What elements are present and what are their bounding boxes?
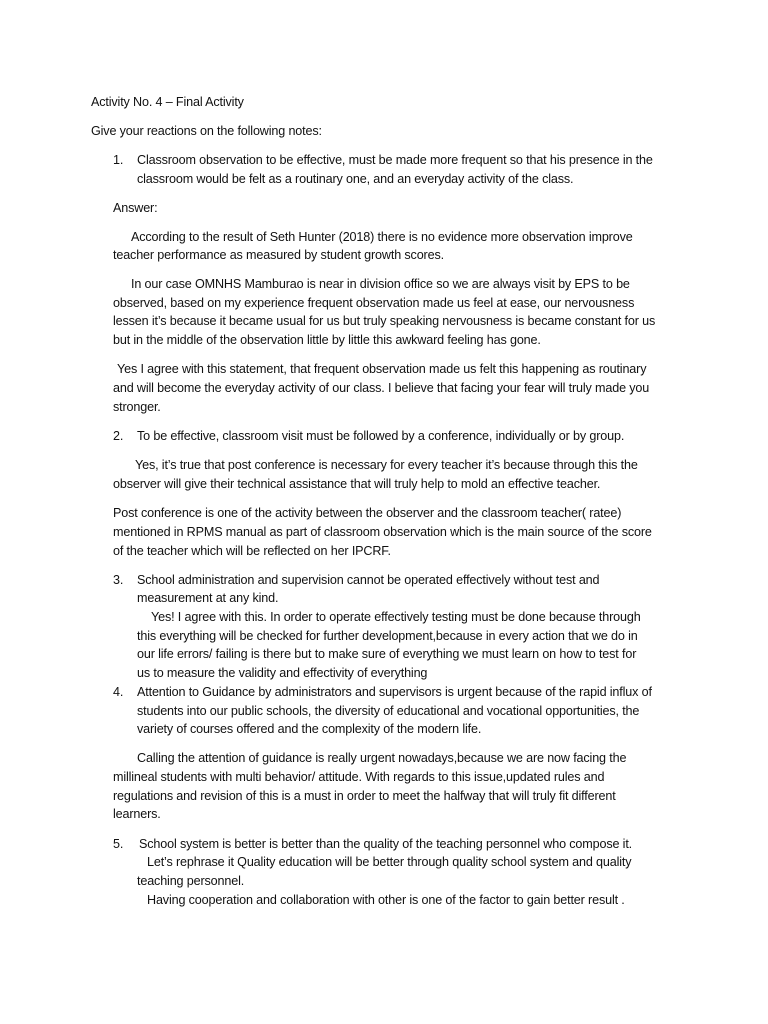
list-item-number: 4. (113, 685, 124, 699)
list-item-number: 5. (113, 837, 124, 851)
paragraph-line: observer will give their technical assistance that will truly help to mold an effective teacher. (113, 477, 601, 491)
paragraph-line: observed, based on my experience frequent observation made us feel at ease, our nervousness (113, 296, 635, 310)
document-title: Activity No. 4 – Final Activity (91, 95, 244, 109)
paragraph-line: Yes, it’s true that post conference is necessary for every teacher it’s because through this the (135, 458, 638, 472)
list-item-text-line: variety of courses offered and the complexity of the modern life. (137, 722, 482, 736)
list-item-text-line: To be effective, classroom visit must be followed by a conference, individually or by group. (137, 429, 625, 443)
list-item-text-line: teaching personnel. (137, 874, 245, 888)
paragraph-line: our life errors/ failing is there but to make sure of everything we must learn on how to test for (137, 647, 637, 661)
paragraph-line: of the teacher which will be reflected on her IPCRF. (113, 544, 391, 558)
paragraph-line: regulations and revision of this is a must in order to meet the halfway that will truly fit different (113, 789, 616, 803)
paragraph-line: Calling the attention of guidance is really urgent nowadays,because we are now facing the (137, 751, 627, 765)
paragraph-line: and will become the everyday activity of our class. I believe that facing your fear will truly made you (113, 381, 650, 395)
paragraph-line: us to measure the validity and effectivity of everything (137, 666, 428, 680)
paragraph-line: mentioned in RPMS manual as part of classroom observation which is the main source of the score (113, 525, 652, 539)
list-item-text-line: Classroom observation to be effective, must be made more frequent so that his presence in the (137, 153, 653, 167)
paragraph-line: but in the middle of the observation little by little this awkward feeling has gone. (113, 333, 541, 347)
paragraph-line: teacher performance as measured by student growth scores. (113, 248, 444, 262)
instruction-text: Give your reactions on the following notes: (91, 124, 322, 138)
list-item-text-line: measurement at any kind. (137, 591, 279, 605)
list-item-text-line: Having cooperation and collaboration with other is one of the factor to gain better result . (147, 893, 625, 907)
list-item-number: 2. (113, 429, 124, 443)
paragraph-line: stronger. (113, 400, 161, 414)
paragraph-line: Yes! I agree with this. In order to operate effectively testing must be done because through (151, 610, 641, 624)
list-item-text-line: classroom would be felt as a routinary one, and an everyday activity of the class. (137, 172, 574, 186)
paragraph-line: In our case OMNHS Mamburao is near in division office so we are always visit by EPS to be (131, 277, 630, 291)
list-item-text-line: students into our public schools, the diversity of educational and vocational opportunities, the (137, 704, 640, 718)
list-item-number: 3. (113, 573, 124, 587)
list-item-text-line: School system is better is better than the quality of the teaching personnel who compose it. (139, 837, 633, 851)
list-item-text-line: School administration and supervision cannot be operated effectively without test and (137, 573, 600, 587)
paragraph-line: this everything will be checked for further development,because in every action that we do in (137, 629, 638, 643)
answer-label: Answer: (113, 201, 158, 215)
paragraph-line: According to the result of Seth Hunter (2018) there is no evidence more observation improve (131, 230, 633, 244)
paragraph-line: lessen it’s because it became usual for us but truly speaking nervousness is became constant for us (113, 314, 656, 328)
paragraph-line: learners. (113, 807, 161, 821)
list-item-text-line: Attention to Guidance by administrators and supervisors is urgent because of the rapid influx of (137, 685, 652, 699)
paragraph-line: Yes I agree with this statement, that frequent observation made us felt this happening as routinary (117, 362, 647, 376)
list-item-text-line: Let’s rephrase it Quality education will be better through quality school system and quality (147, 855, 632, 869)
paragraph-line: millineal students with multi behavior/ attitude. With regards to this issue,updated rules and (113, 770, 605, 784)
paragraph-line: Post conference is one of the activity between the observer and the classroom teacher( ratee) (113, 506, 622, 520)
list-item-number: 1. (113, 153, 124, 167)
